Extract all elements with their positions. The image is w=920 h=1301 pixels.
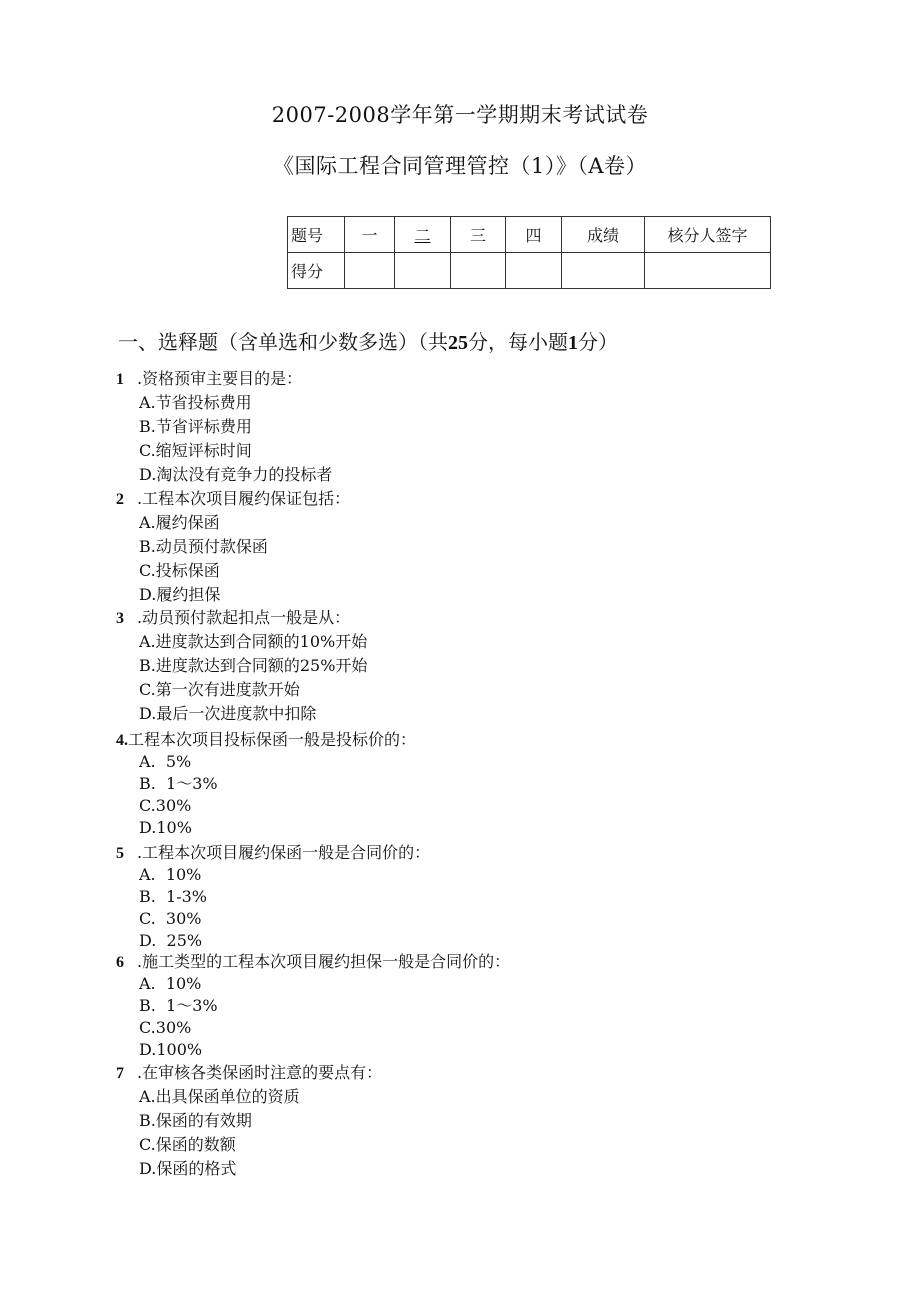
question-number: 3: [116, 610, 124, 627]
answer-option: A. 10%: [139, 865, 202, 884]
score-table-header-row: [288, 217, 771, 253]
question-text: 工程本次项目投标保函一般是投标价的：: [128, 730, 417, 749]
exam-title: 2007-2008学年第一学期期末考试试卷: [271, 103, 649, 127]
answer-option: C.第一次有进度款开始: [139, 680, 300, 699]
question-stem: [116, 1063, 383, 1084]
exam-subtitle: 《国际工程合同管理管控（1）》（A卷）: [272, 154, 648, 178]
score-cell-label: 题号: [288, 217, 345, 253]
question-stem: [116, 952, 511, 973]
score-table: [287, 216, 771, 289]
question-number: 4.: [116, 732, 128, 749]
answer-option: B. 1～3%: [139, 774, 218, 793]
question-text: .工程本次项目履约保函一般是合同价的：: [137, 843, 431, 862]
answer-option: D.100%: [139, 1040, 203, 1059]
score-cell-q4: 四: [506, 217, 562, 253]
answer-option: D. 25%: [139, 931, 203, 950]
answer-option: B. 1～3%: [139, 996, 218, 1015]
question-stem: [116, 369, 303, 390]
answer-option: B. 1-3%: [139, 887, 207, 906]
question-stem: [116, 489, 351, 510]
answer-option: C. 30%: [139, 909, 202, 928]
question-number: 2: [116, 491, 124, 508]
question-text: .在审核各类保函时注意的要点有：: [137, 1063, 383, 1082]
section-heading-pre: 一、选释题（含单选和少数多选）（共: [118, 330, 448, 354]
score-cell-q1: [345, 253, 395, 289]
question-stem: [116, 843, 431, 864]
answer-option: B.节省评标费用: [139, 417, 252, 436]
score-cell-q1: 一: [345, 217, 395, 253]
section-heading-mid: 分，每小题: [468, 330, 568, 354]
answer-option: C.投标保函: [139, 561, 220, 580]
score-cell-total: 成绩: [562, 217, 645, 253]
score-cell-q2-label: 二: [414, 226, 431, 245]
score-table-score-row: [288, 253, 771, 289]
question-stem: [116, 730, 417, 751]
score-cell-signature: [645, 253, 771, 289]
section-points-each: 1: [568, 332, 578, 354]
answer-option: C.30%: [139, 1018, 192, 1037]
question-text: .工程本次项目履约保证包括：: [137, 489, 351, 508]
score-cell-q4: [506, 253, 562, 289]
answer-option: A. 10%: [139, 974, 202, 993]
question-number: 5: [116, 845, 124, 862]
answer-option: A. 5%: [139, 752, 192, 771]
section-total-points: 25: [448, 332, 468, 354]
question-number: 7: [116, 1065, 124, 1082]
answer-option: A.进度款达到合同额的10%开始: [139, 632, 368, 651]
question-text: .资格预审主要目的是：: [137, 369, 303, 388]
question-number: 1: [116, 371, 124, 388]
answer-option: A.节省投标费用: [139, 393, 252, 412]
score-cell-q2: [395, 253, 451, 289]
answer-option: D.保函的格式: [139, 1159, 237, 1178]
section-heading: [118, 326, 618, 355]
question-stem: [116, 608, 351, 629]
score-cell-signature: 核分人签字: [645, 217, 771, 253]
score-cell-q2: [395, 217, 451, 253]
score-cell-q3: 三: [451, 217, 506, 253]
score-cell-q3: [451, 253, 506, 289]
score-cell-total: [562, 253, 645, 289]
answer-option: C.30%: [139, 796, 192, 815]
question-text: .施工类型的工程本次项目履约担保一般是合同价的：: [137, 952, 511, 971]
question-text: .动员预付款起扣点一般是从：: [137, 608, 351, 627]
answer-option: D.履约担保: [139, 585, 221, 604]
answer-option: D.10%: [139, 818, 192, 837]
answer-option: B.保函的有效期: [139, 1111, 252, 1130]
answer-option: B.进度款达到合同额的25%开始: [139, 656, 368, 675]
score-cell-label: 得分: [288, 253, 345, 289]
section-heading-post: 分）: [578, 330, 618, 354]
answer-option: D.淘汰没有竞争力的投标者: [139, 465, 333, 484]
answer-option: D.最后一次进度款中扣除: [139, 704, 317, 723]
answer-option: B.动员预付款保函: [139, 537, 268, 556]
question-number: 6: [116, 954, 124, 971]
answer-option: C.保函的数额: [139, 1135, 236, 1154]
answer-option: A.履约保函: [139, 513, 220, 532]
answer-option: C.缩短评标时间: [139, 441, 252, 460]
answer-option: A.出具保函单位的资质: [139, 1087, 300, 1106]
